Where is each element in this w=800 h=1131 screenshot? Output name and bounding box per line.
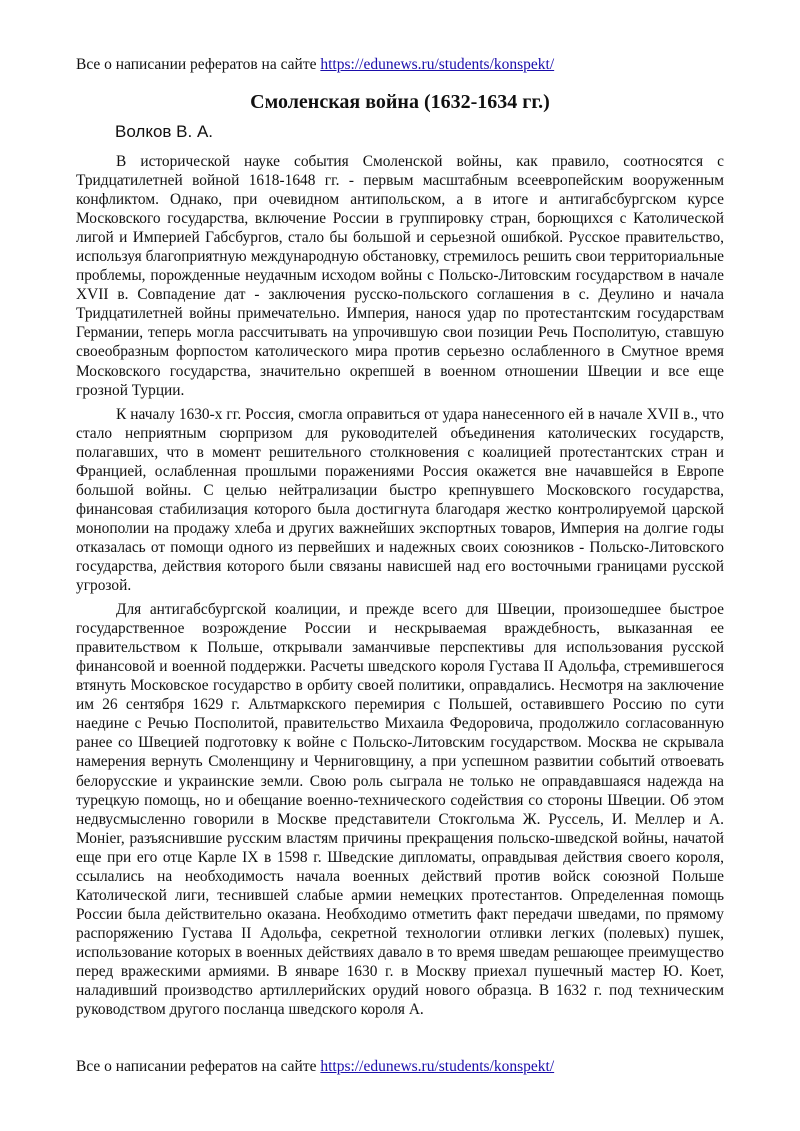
page-footer xyxy=(76,1057,736,1076)
header-text: Все о написании рефератов на сайте xyxy=(76,56,321,73)
paragraph-2: К началу 1630-х гг. Россия, смогла оправиться от удара нанесенного ей в начале XVII в., что стало неприятным сюрпризом для руководителей объединения католических государств, полагавших, что в момент решительного столкновения с коалицией протестантских стран и Францией, ослабленная прошлыми поражениями Россия окажется вне начавшейся в Европе большой войны. С целью нейтрализации быстро крепнувшего Московского государства, финансовая стабилизация которого была достигнута благодаря жестко контролируемой царской монополии на продажу хлеба и других важнейших экспортных товаров, Империя на долгие годы отказалась от помощи одного из первейших и надежных своих союзников - Польско-Литовского государства, действия которого были связаны нависшей над его восточными границами русской угрозой. xyxy=(76,405,724,595)
document-author: Волков В. А. xyxy=(115,122,214,141)
paragraph-1: В исторической науке события Смоленской войны, как правило, соотносятся с Тридцатилетней войной 1618-1648 гг. - первым масштабным всеевропейским вооруженным конфликтом. Однако, при очевидном антипольском, а в итоге и антигабсбургском курсе Московского государства, включение России в группировку стран, борющихся с Католической лигой и Империей Габсбургов, стало бы большой и серьезной ошибкой. Русское правительство, используя благоприятную международную обстановку, стремилось решить свои территориальные проблемы, порожденные неудачным исходом войны с Польско-Литовским государством в начале XVII в. Совпадение дат - заключения русско-польского соглашения в с. Деулино и начала Тридцатилетней войны примечательно. Империя, нанося удар по протестантским государствам Германии, теперь могла рассчитывать на упрочившую свои позиции Речь Посполитую, ставшую своеобразным форпостом католического мира против серьезно ослабленного в Смутное время Московского государства, значительно окрепшей в военном отношении Швеции и все еще грозной Турции. xyxy=(76,153,724,399)
footer-link[interactable]: https://edunews.ru/students/konspekt/ xyxy=(320,1058,555,1075)
document-title: Смоленская война (1632-1634 гг.) xyxy=(250,91,550,113)
header-link[interactable]: https://edunews.ru/students/konspekt/ xyxy=(320,56,555,73)
document-body xyxy=(76,152,724,1024)
footer-text: Все о написании рефератов на сайте xyxy=(76,1058,321,1075)
paragraph-3: Для антигабсбургской коалиции, и прежде всего для Швеции, произошедшее быстрое государственное возрождение России и нескрываемая враждебность, выказанная ее правительством к Польше, открывали заманчивые перспективы для использования русской финансовой и военной поддержки. Расчеты шведского короля Густава II Адольфа, стремившегося втянуть Московское государство в орбиту своей политики, оправдались. Несмотря на заключение им 26 сентября 1629 г. Альтмаркского перемирия с Польшей, оставившего Россию по сути наедине с Речью Посполитой, правительство Михаила Федоровича, продолжило согласованную ранее со Швецией подготовку к войне с Польско-Литовским государством. Москва не скрывала намерения вернуть Смоленщину и Черниговщину, а при успешном развитии событий отвоевать белорусские и украинские земли. Свою роль сыграла не только не оправдавшаяся надежда на турецкую помощь, но и обещание военно-технического содействия со стороны Швеции. Об этом недвусмысленно говорили в Москве представители Стокгольма Ж. Руссель, И. Меллер и А. Монier, разъяснившие русским властям причины прекращения польско-шведской войны, начатой еще при его отце Карле IX в 1598 г. Шведские дипломаты, оправдывая действия своего короля, ссылались на необходимость начала военных действий против войск союзной Польше Католической лиги, теснившей слабые армии немецких протестантов. Определенная помощь России была действительно оказана. Необходимо отметить факт передачи шведами, по прямому распоряжению Густава II Адольфа, секретной технологии отливки легких (полевых) пушек, использование которых в военных действиях давало в то время шведам решающее преимущество перед вражескими армиями. В январе 1630 г. в Москву приехал пушечный мастер Ю. Коет, наладивший производство артиллерийских орудий нового образца. В 1632 г. под техническим руководством другого посланца шведского короля А. xyxy=(76,601,724,1019)
page-header xyxy=(76,55,736,74)
